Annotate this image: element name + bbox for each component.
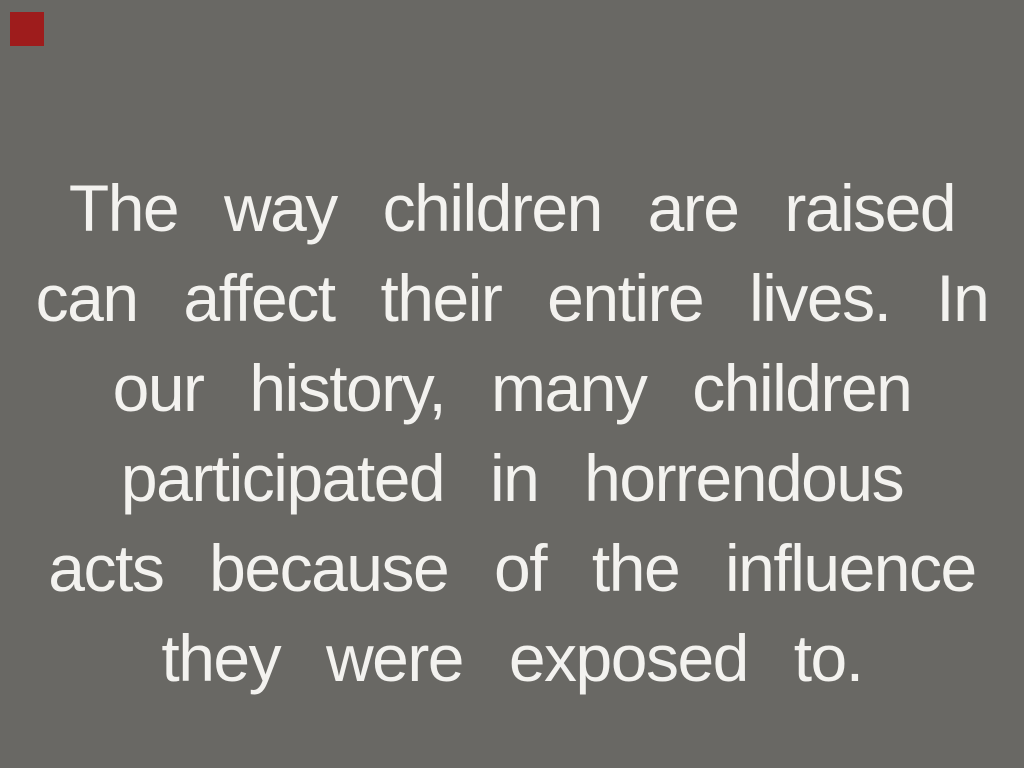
red-corner-square xyxy=(10,12,44,46)
quote-line-3: our history, many children xyxy=(112,351,912,425)
quote-line-6: they were exposed to. xyxy=(161,621,863,695)
slide-quote xyxy=(0,163,1024,703)
quote-line-1: The way children are raised xyxy=(68,171,956,245)
quote-line-2: can affect their entire lives. In xyxy=(35,261,989,335)
quote-line-5: acts because of the influence xyxy=(48,531,976,605)
quote-line-4: participated in horrendous xyxy=(120,441,904,515)
